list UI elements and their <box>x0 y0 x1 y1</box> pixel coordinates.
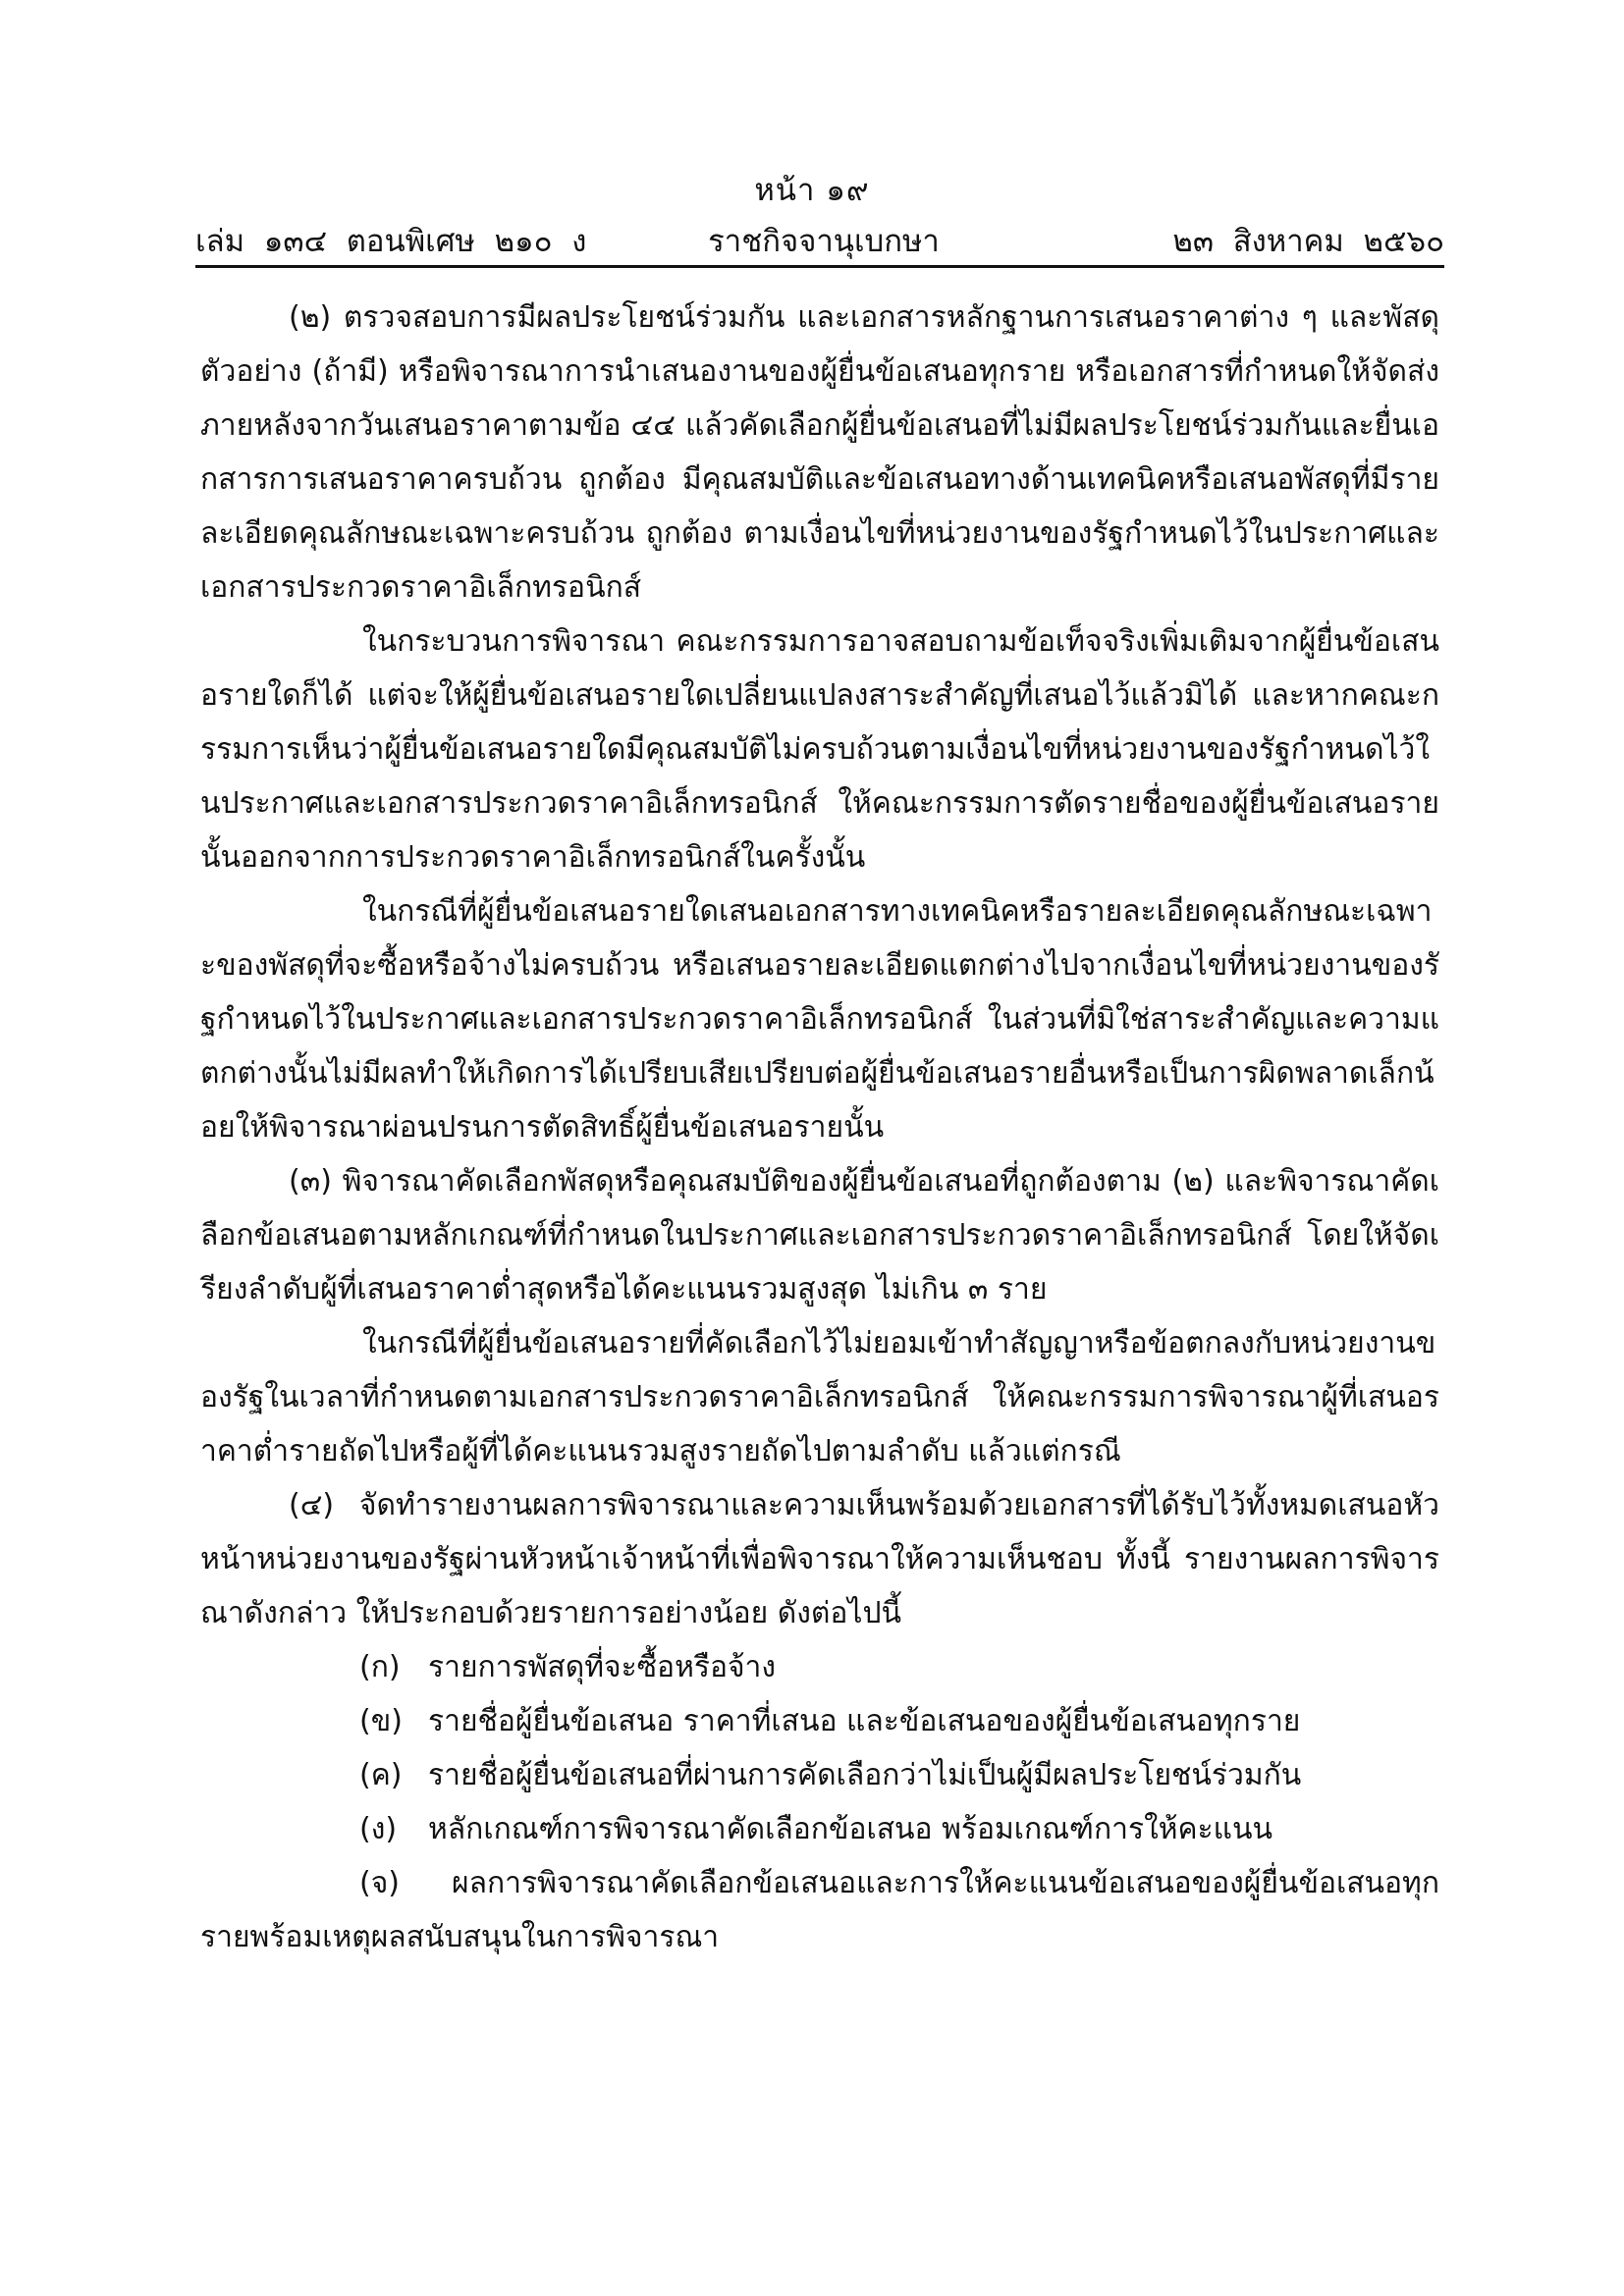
document-body <box>200 291 1439 1964</box>
publication-date: ๒๓ สิงหาคม ๒๕๖๐ <box>1172 224 1444 259</box>
paragraph-3-selection: (๓) พิจารณาคัดเลือกพัสดุหรือคุณสมบัติของผู้ยื่นข้อเสนอที่ถูกต้องตาม (๒) และพิจารณาคัดเลือกข้อเสนอตามหลักเกณฑ์ที่กำหนดในประกาศและเอกสารประกวดราคาอิเล็กทรอนิกส์ โดยให้จัดเรียงลำดับผู้ที่เสนอราคาต่ำสุดหรือได้คะแนนรวมสูงสุด ไม่เกิน ๓ ราย <box>200 1164 1439 1307</box>
list-marker: (ค) <box>359 1758 403 1792</box>
paragraph-review-process: ในกระบวนการพิจารณา คณะกรรมการอาจสอบถามข้อเท็จจริงเพิ่มเติมจากผู้ยื่นข้อเสนอรายใดก็ได้ แต่จะให้ผู้ยื่นข้อเสนอรายใดเปลี่ยนแปลงสาระสำคัญที่เสนอไว้แล้วมิได้ และหากคณะกรรมการเห็นว่าผู้ยื่นข้อเสนอรายใดมีคุณสมบัติไม่ครบถ้วนตามเงื่อนไขที่หน่วยงานของรัฐกำหนดไว้ในประกาศและเอกสารประกวดราคาอิเล็กทรอนิกส์ ให้คณะกรรมการตัดรายชื่อของผู้ยื่นข้อเสนอรายนั้นออกจากการประกวดราคาอิเล็กทรอนิกส์ในครั้งนั้น <box>200 624 1439 875</box>
paragraph-minor-deviation: ในกรณีที่ผู้ยื่นข้อเสนอรายใดเสนอเอกสารทางเทคนิคหรือรายละเอียดคุณลักษณะเฉพาะของพัสดุที่จะซื้อหรือจ้างไม่ครบถ้วน หรือเสนอรายละเอียดแตกต่างไปจากเงื่อนไขที่หน่วยงานของรัฐกำหนดไว้ในประกาศและเอกสารประกวดราคาอิเล็กทรอนิกส์ ในส่วนที่มิใช่สาระสำคัญและความแตกต่างนั้นไม่มีผลทำให้เกิดการได้เปรียบเสียเปรียบต่อผู้ยื่นข้อเสนอรายอื่นหรือเป็นการผิดพลาดเล็กน้อยให้พิจารณาผ่อนปรนการตัดสิทธิ์ผู้ยื่นข้อเสนอรายนั้น <box>200 894 1439 1145</box>
list-item <box>200 1748 1439 1802</box>
list-marker: (ข) <box>359 1704 403 1738</box>
list-item <box>200 1802 1439 1856</box>
list-item-text: รายชื่อผู้ยื่นข้อเสนอที่ผ่านการคัดเลือกว่าไม่เป็นผู้มีผลประโยชน์ร่วมกัน <box>428 1758 1302 1792</box>
list-item-text: ผลการพิจารณาคัดเลือกข้อเสนอและการให้คะแนนข้อเสนอของผู้ยื่นข้อเสนอทุกรายพร้อมเหตุผลสนับสนุนในการพิจารณา <box>200 1866 1439 1954</box>
list-item-text: หลักเกณฑ์การพิจารณาคัดเลือกข้อเสนอ พร้อมเกณฑ์การให้คะแนน <box>428 1812 1273 1846</box>
list-item-text: รายการพัสดุที่จะซื้อหรือจ้าง <box>428 1650 777 1684</box>
gazette-name: ราชกิจจานุเบกษา <box>708 224 940 259</box>
list-item <box>200 1856 1439 1964</box>
paragraph-2-check-interests: (๒) ตรวจสอบการมีผลประโยชน์ร่วมกัน และเอกสารหลักฐานการเสนอราคาต่าง ๆ และพัสดุตัวอย่าง (ถ้ามี) หรือพิจารณาการนำเสนองานของผู้ยื่นข้อเสนอทุกราย หรือเอกสารที่กำหนดให้จัดส่งภายหลังจากวันเสนอราคาตามข้อ ๔๔ แล้วคัดเลือกผู้ยื่นข้อเสนอที่ไม่มีผลประโยชน์ร่วมกันและยื่นเอกสารการเสนอราคาครบถ้วน ถูกต้อง มีคุณสมบัติและข้อเสนอทางด้านเทคนิคหรือเสนอพัสดุที่มีรายละเอียดคุณลักษณะเฉพาะครบถ้วน ถูกต้อง ตามเงื่อนไขที่หน่วยงานของรัฐกำหนดไว้ในประกาศและเอกสารประกวดราคาอิเล็กทรอนิกส์ <box>200 300 1439 605</box>
paragraph-4-report: (๔) จัดทำรายงานผลการพิจารณาและความเห็นพร้อมด้วยเอกสารที่ได้รับไว้ทั้งหมดเสนอหัวหน้าหน่วยงานของรัฐผ่านหัวหน้าเจ้าหน้าที่เพื่อพิจารณาให้ความเห็นชอบ ทั้งนี้ รายงานผลการพิจารณาดังกล่าว ให้ประกอบด้วยรายการอย่างน้อย ดังต่อไปนี้ <box>200 1488 1439 1630</box>
list-marker: (จ) <box>359 1866 400 1900</box>
gazette-header <box>195 216 1444 259</box>
header-divider <box>195 265 1444 268</box>
volume-info: เล่ม ๑๓๔ ตอนพิเศษ ๒๑๐ ง <box>195 224 587 259</box>
list-item <box>200 1640 1439 1694</box>
paragraph-refusal-case: ในกรณีที่ผู้ยื่นข้อเสนอรายที่คัดเลือกไว้ไม่ยอมเข้าทำสัญญาหรือข้อตกลงกับหน่วยงานของรัฐในเวลาที่กำหนดตามเอกสารประกวดราคาอิเล็กทรอนิกส์ ให้คณะกรรมการพิจารณาผู้ที่เสนอราคาต่ำรายถัดไปหรือผู้ที่ได้คะแนนรวมสูงรายถัดไปตามลำดับ แล้วแต่กรณี <box>200 1326 1439 1468</box>
list-marker: (ง) <box>359 1812 398 1846</box>
list-item <box>200 1694 1439 1748</box>
list-item-text: รายชื่อผู้ยื่นข้อเสนอ ราคาที่เสนอ และข้อเสนอของผู้ยื่นข้อเสนอทุกราย <box>428 1704 1301 1738</box>
page-number: หน้า ๑๙ <box>754 173 870 208</box>
list-marker: (ก) <box>359 1650 401 1684</box>
